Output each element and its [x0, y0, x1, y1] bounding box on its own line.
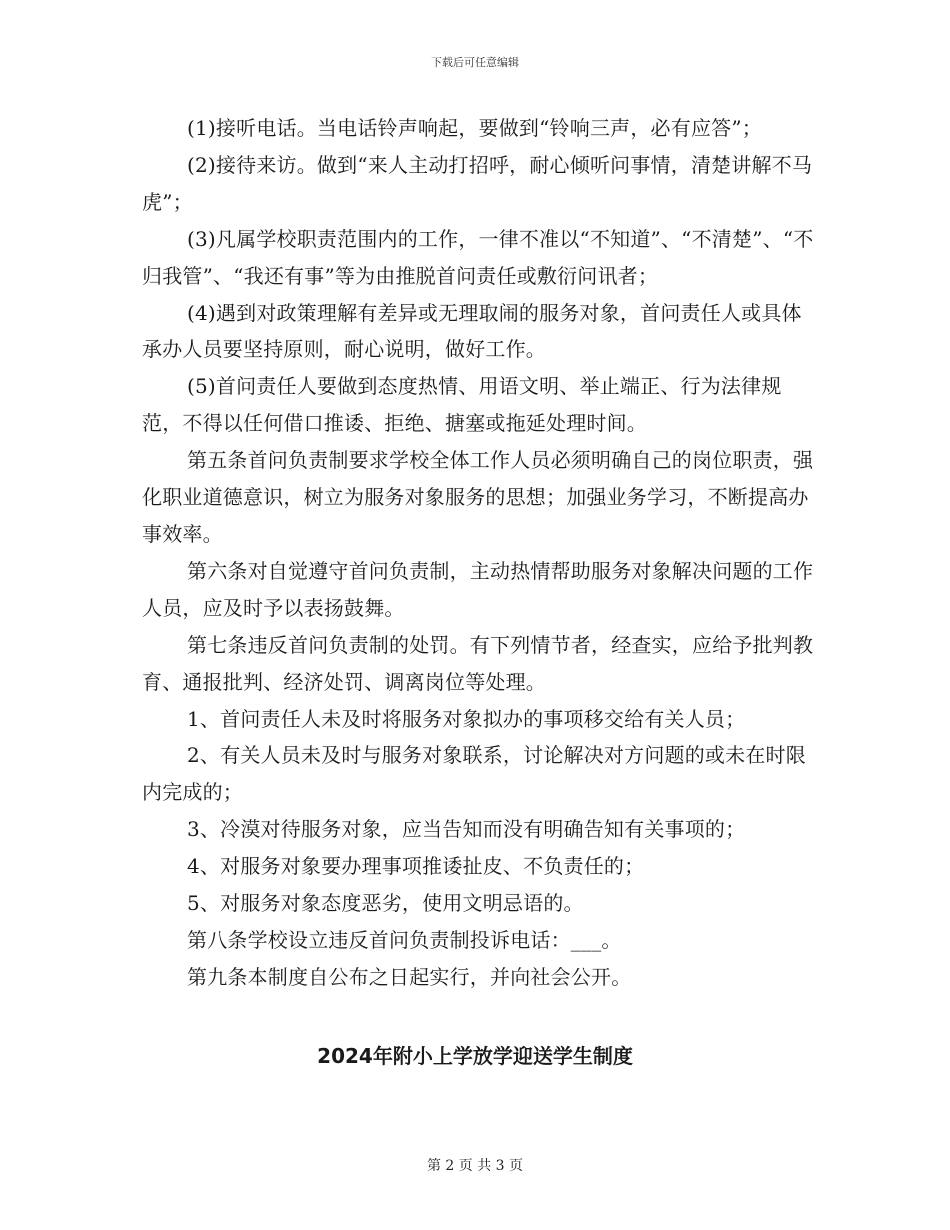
- penalty-item-2: 2、有关人员未及时与服务对象联系，讨论解决对方问题的或未在时限内完成的；: [142, 743, 806, 805]
- page-footer: 第 2 页 共 3 页: [426, 1158, 524, 1174]
- penalty-item-1: 1、首问责任人未及时将服务对象拟办的事项移交给有关人员；: [187, 706, 746, 731]
- paragraph-2: (2)接待来访。做到“来人主动打招呼，耐心倾听问事情，清楚讲解不马虎”；: [142, 152, 813, 214]
- penalty-item-5: 5、对服务对象态度恶劣，使用文明忌语的。: [187, 891, 584, 916]
- penalty-item-3: 3、冷漠对待服务对象，应当告知而没有明确告知有关事项的；: [187, 817, 746, 842]
- penalty-item-4: 4、对服务对象要办理事项推诿扯皮、不负责任的；: [187, 854, 645, 879]
- article-5: 第五条首问负责制要求学校全体工作人员必须明确自己的岗位职责，强化职业道德意识，树立为服务对象服务的思想；加强业务学习，不断提高办事效率。: [142, 448, 814, 546]
- article-8: 第八条学校设立违反首问负责制投诉电话：___。: [187, 927, 622, 952]
- article-9: 第九条本制度自公布之日起实行，并向社会公开。: [187, 964, 632, 989]
- paragraph-4: (4)遇到对政策理解有差异或无理取闹的服务对象，首问责任人或具体承办人员要坚持原则，耐心说明，做好工作。: [142, 300, 802, 362]
- section-title: 2024年附小上学放学迎送学生制度: [317, 1044, 633, 1068]
- paragraph-3: (3)凡属学校职责范围内的工作，一律不准以“不知道”、“不清楚”、“不归我管”、“我还有事”等为由推脱首问责任或敷衍问讯者；: [142, 226, 814, 288]
- paragraph-5: (5)首问责任人要做到态度热情、用语文明、举止端正、行为法律规范，不得以任何借口推诿、拒绝、搪塞或拖延处理时间。: [142, 374, 782, 436]
- article-6: 第六条对自觉遵守首问负责制，主动热情帮助服务对象解决问题的工作人员，应及时予以表扬鼓舞。: [142, 558, 814, 620]
- page-header: 下载后可任意编辑: [431, 56, 519, 69]
- paragraph-1: (1)接听电话。当电话铃声响起，要做到“铃响三声，必有应答”；: [187, 116, 762, 140]
- document-body: [142, 110, 814, 996]
- article-7: 第七条违反首问负责制的处罚。有下列情节者，经查实，应给予批判教育、通报批判、经济处罚、调离岗位等处理。: [142, 632, 814, 694]
